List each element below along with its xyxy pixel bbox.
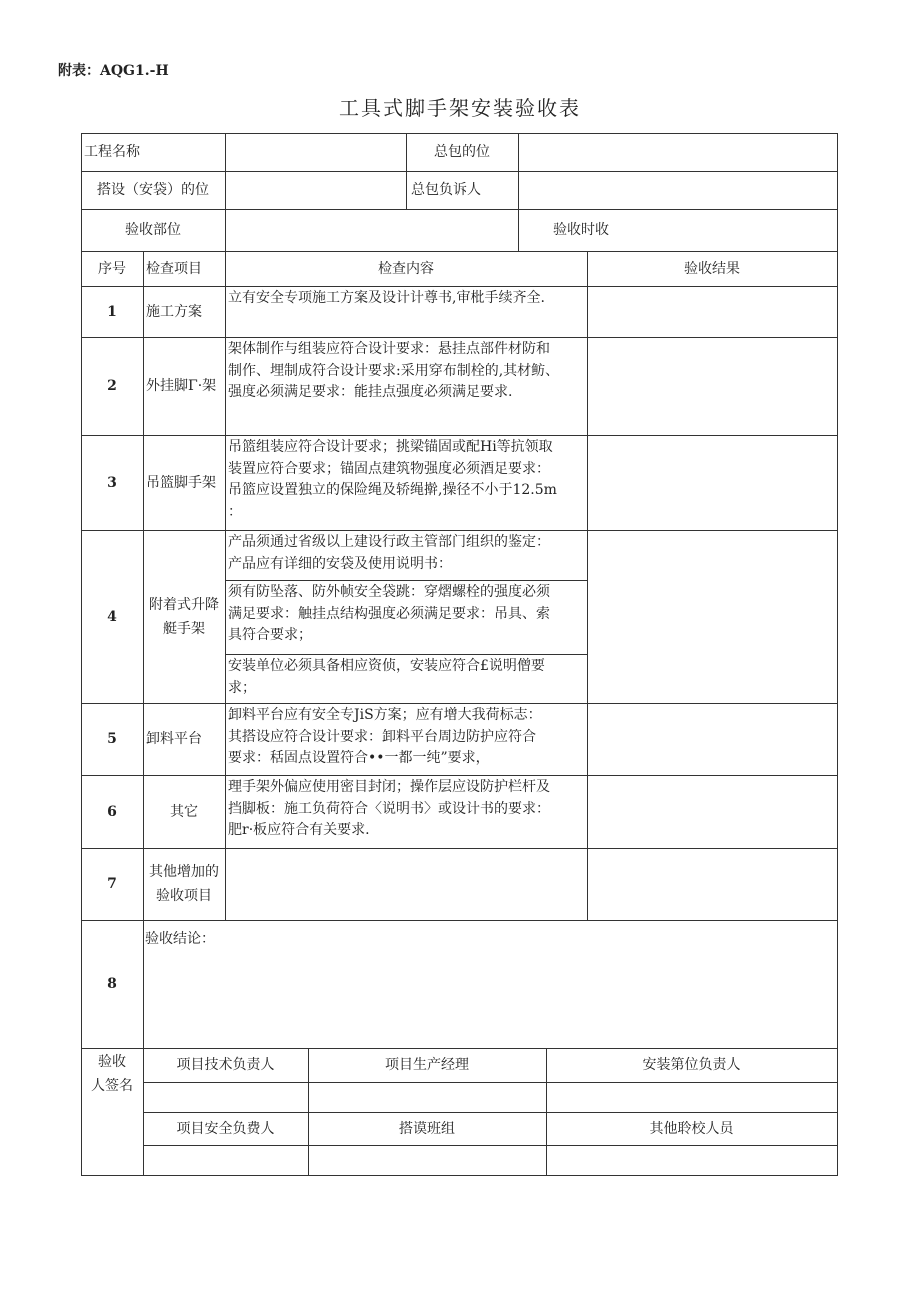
row-2-item: 外挂脚Γ·架 bbox=[146, 378, 217, 394]
sig-production-manager-input[interactable] bbox=[309, 1083, 546, 1112]
row-4-content-a: 产品须通过省级以上建设行政主管部门组织的鉴定： 产品应有详细的安袋及使用说明书： bbox=[228, 534, 550, 572]
row-4-content bbox=[225, 530, 587, 703]
row-4-content-c: 安装单位必须具备相应资侦，安装应符合£说明僧要 求； bbox=[228, 658, 545, 696]
sig-install-lead-input[interactable] bbox=[547, 1083, 837, 1112]
row-6-no: 6 bbox=[107, 803, 117, 820]
row-2-content: 架体制作与组装应符合设计要求：悬挂点部件材防和 制作、埋制成符合设计要求:采用穿布制栓的,其材鲂、 强度必须满足要求：能挂点强度必须满足要求. bbox=[228, 341, 560, 400]
general-contractor-value[interactable] bbox=[519, 134, 837, 171]
row-8-no: 8 bbox=[107, 976, 117, 992]
conclusion-label: 验收结论： bbox=[145, 931, 215, 947]
general-contractor-label: 总包的位 bbox=[434, 144, 490, 160]
sig-safety-lead-input[interactable] bbox=[144, 1146, 308, 1175]
sig-tech-lead-label: 项目技术负责人 bbox=[176, 1057, 275, 1073]
erection-unit-value[interactable] bbox=[226, 172, 406, 209]
row-4-result[interactable] bbox=[588, 531, 837, 703]
attachment-label: 附表：AQG1.-H bbox=[58, 63, 169, 79]
row-1-no: 1 bbox=[107, 303, 117, 320]
col-header-no: 序号 bbox=[98, 260, 126, 277]
row-2-result[interactable] bbox=[588, 338, 837, 435]
sig-other-inspectors-input[interactable] bbox=[547, 1146, 837, 1175]
project-name-label: 工程名称 bbox=[84, 144, 140, 160]
row-7-content[interactable] bbox=[226, 849, 587, 920]
sig-other-inspectors-label: 其他聆校人员 bbox=[649, 1120, 734, 1137]
project-name-value[interactable] bbox=[226, 134, 406, 171]
conclusion-input[interactable] bbox=[144, 954, 837, 1048]
row-5-result[interactable] bbox=[588, 704, 837, 775]
row-7-item: 其他增加的 验收项目 bbox=[149, 864, 219, 904]
acceptance-part-label: 验收部位 bbox=[125, 222, 181, 238]
row-4-content-b: 须有防坠落、防外帧安全袋跳：穿熠螺栓的强度必须 满足要求：触挂点结构强度必须满足要求：吊具、索 具符合要求； bbox=[228, 584, 550, 643]
row-4-no: 4 bbox=[107, 608, 117, 625]
acceptance-time-label: 验收时收 bbox=[553, 222, 609, 238]
row-1-item: 施工方案 bbox=[146, 303, 202, 320]
sig-crew-label: 搭谟班组 bbox=[399, 1120, 455, 1137]
contractor-manager-value[interactable] bbox=[519, 172, 837, 209]
contractor-manager-label: 总包负诉人 bbox=[411, 182, 481, 198]
row-5-content: 卸料平台应有安全专JiS方案；应有增大我荷标志： 其搭设应符合设计要求：卸料平台周边防护应符合 要求：秳固点设置符合••一都一纯”要求， bbox=[228, 707, 542, 766]
row-3-content: 吊篮组装应符合设计要求；挑梁锚固或配Hi等抗领取 装置应符合要求；锚固点建筑物强度必须酒足要求： 吊篮应设置独立的保险绳及轿绳擀,操径不小于12.5m ： bbox=[228, 439, 557, 520]
col-header-item: 检查项目 bbox=[146, 260, 202, 277]
col-header-content: 检查内容 bbox=[378, 260, 434, 277]
row-5-item: 卸料平台 bbox=[146, 731, 202, 747]
row-1-content: 立有安全专项施工方案及设计计尊书,审枇手续齐全. bbox=[228, 290, 545, 306]
row-4-item: 附着式升降 艇手架 bbox=[149, 596, 219, 637]
acceptance-part-value[interactable] bbox=[226, 210, 518, 251]
row-2-no: 2 bbox=[107, 378, 117, 394]
signature-label: 验收 人签名 bbox=[91, 1054, 133, 1094]
row-6-result[interactable] bbox=[588, 776, 837, 848]
row-5-no: 5 bbox=[107, 731, 117, 747]
row-6-item: 其它 bbox=[170, 803, 198, 820]
row-1-result[interactable] bbox=[588, 287, 837, 337]
row-7-result[interactable] bbox=[588, 849, 837, 920]
acceptance-time-value[interactable] bbox=[650, 210, 837, 251]
row-3-no: 3 bbox=[107, 474, 117, 491]
sig-tech-lead-input[interactable] bbox=[144, 1083, 308, 1112]
sig-production-manager-label: 项目生产经理 bbox=[385, 1057, 469, 1073]
row-7-no: 7 bbox=[107, 876, 117, 892]
row-3-result[interactable] bbox=[588, 436, 837, 530]
erection-unit-label: 搭设（安袋）的位 bbox=[97, 182, 209, 198]
sig-install-lead-label: 安装第位负责人 bbox=[642, 1057, 741, 1073]
page-title: 工具式脚手架安装验收表 bbox=[339, 96, 581, 120]
sig-crew-input[interactable] bbox=[309, 1146, 546, 1175]
col-header-result: 验收结果 bbox=[684, 260, 740, 277]
row-6-content: 理手架外偏应使用密目封闭；操作层应设防护栏杆及 挡脚板：施工负荷符合〈说明书〉或设计书的要求： 肥r·板应符合有关要求. bbox=[228, 779, 550, 838]
row-3-item: 吊篮脚手架 bbox=[146, 474, 216, 491]
sig-safety-lead-label: 项目安全负费人 bbox=[176, 1120, 275, 1137]
